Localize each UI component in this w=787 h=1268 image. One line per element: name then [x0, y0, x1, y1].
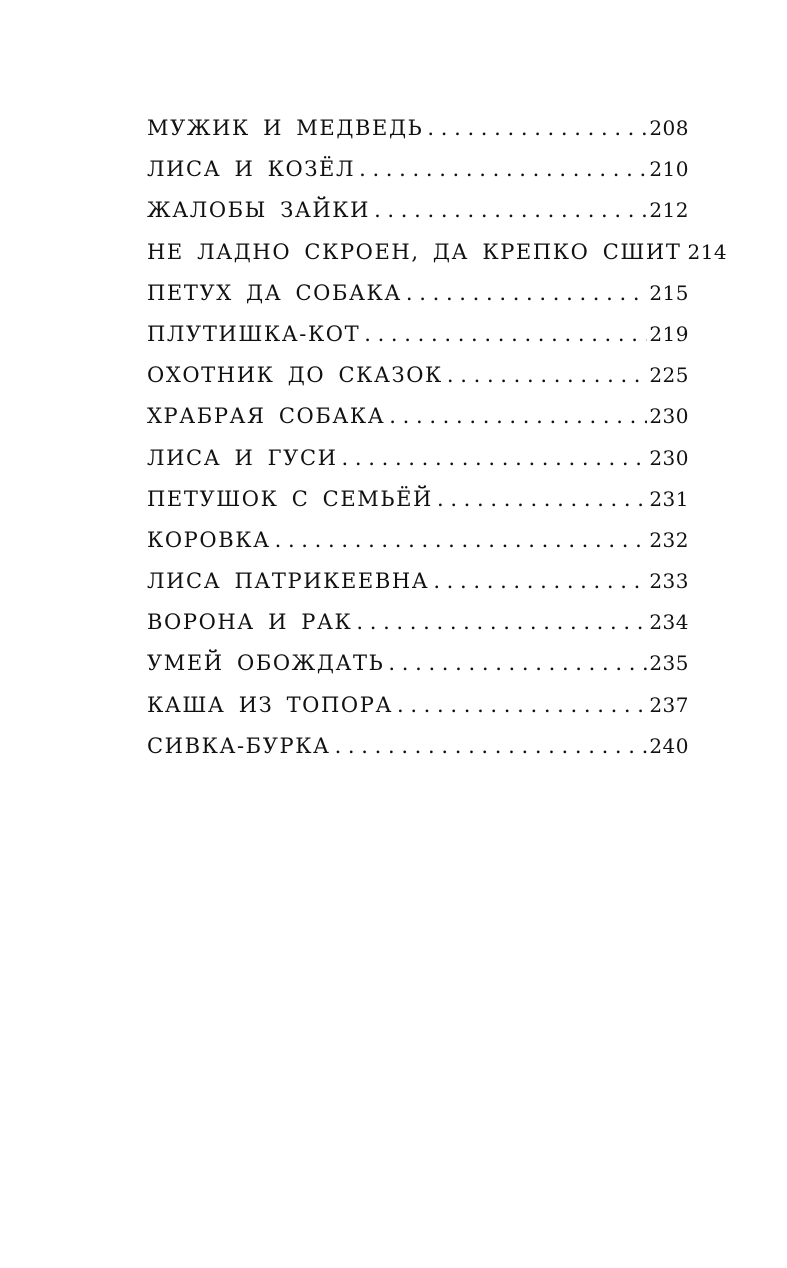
toc-dot-leader — [388, 643, 647, 684]
toc-entry-title: ЛИСА И ГУСИ — [147, 445, 338, 470]
toc-entry-page: 230 — [649, 445, 689, 470]
toc-dot-leader — [427, 108, 647, 149]
toc-entry-title: ПЛУТИШКА-КОТ — [147, 321, 361, 346]
toc-dot-leader — [437, 479, 647, 520]
toc-entry — [147, 520, 689, 561]
toc-entry-page: 234 — [649, 610, 689, 635]
toc-entry-title: СИВКА-БУРКА — [147, 733, 331, 758]
toc-entry-title: ЛИСА ПАТРИКЕЕВНА — [147, 569, 430, 594]
toc-entry-title: УМЕЙ ОБОЖДАТЬ — [147, 651, 385, 676]
toc-entry — [147, 232, 728, 273]
toc-dot-leader — [356, 602, 647, 643]
toc-entry-page: 232 — [649, 527, 689, 552]
toc-entry-page: 208 — [649, 116, 689, 140]
toc-entry-page: 225 — [649, 363, 689, 388]
toc-entry — [147, 685, 689, 726]
toc-entry — [147, 396, 689, 437]
toc-entry-page: 212 — [649, 198, 689, 223]
toc-entry — [147, 149, 689, 190]
toc-entry-title: КОРОВКА — [147, 527, 271, 552]
toc-entry — [147, 355, 689, 396]
toc-dot-leader — [335, 726, 648, 767]
toc-entry-title: ЛИСА И КОЗЁЛ — [147, 157, 356, 182]
toc-entry — [147, 479, 689, 520]
toc-entry-title: КАША ИЗ ТОПОРА — [147, 692, 393, 717]
toc-entry — [147, 602, 689, 643]
toc-entry — [147, 643, 689, 684]
toc-entry — [147, 273, 689, 314]
toc-entry-page: 235 — [649, 651, 689, 676]
toc-entry-page: 215 — [649, 280, 689, 305]
toc-entry — [147, 726, 689, 767]
toc-entry-title: НЕ ЛАДНО СКРОЕН, ДА КРЕПКО СШИТ — [147, 239, 682, 264]
toc-entry — [147, 190, 689, 231]
toc-entry — [147, 438, 689, 479]
toc-entry — [147, 561, 689, 602]
toc-dot-leader — [433, 561, 647, 602]
toc-entry-title: ЖАЛОБЫ ЗАЙКИ — [147, 198, 371, 223]
toc-entry-page: 219 — [649, 321, 689, 346]
toc-entry-page: 231 — [649, 486, 689, 511]
toc-dot-leader — [275, 520, 648, 561]
toc-entry-page: 233 — [649, 569, 689, 594]
toc-entry-page: 214 — [687, 239, 728, 264]
toc-dot-leader — [364, 314, 647, 355]
toc-entry-title: ОХОТНИК ДО СКАЗОК — [147, 363, 443, 388]
toc-entry-page: 237 — [649, 692, 689, 717]
toc-entry — [147, 314, 689, 355]
toc-dot-leader — [389, 396, 647, 437]
toc-entry-page: 240 — [649, 733, 689, 758]
toc-dot-leader — [406, 273, 647, 314]
toc-dot-leader — [374, 190, 647, 231]
toc-entry-title: ПЕТУХ ДА СОБАКА — [147, 280, 402, 305]
toc-dot-leader — [397, 685, 647, 726]
toc-entry-page: 210 — [649, 157, 689, 182]
toc-entry-title: ПЕТУШОК С СЕМЬЁЙ — [147, 486, 433, 511]
toc-dot-leader — [342, 438, 648, 479]
toc-entry-title: ХРАБРАЯ СОБАКА — [147, 404, 386, 429]
toc-dot-leader — [359, 149, 647, 190]
toc-entry — [147, 108, 689, 149]
toc-entry-page: 230 — [649, 404, 689, 429]
toc-dot-leader — [447, 355, 647, 396]
table-of-contents — [147, 108, 728, 767]
toc-entry-title: МУЖИК И МЕДВЕДЬ — [147, 116, 424, 140]
toc-entry-title: ВОРОНА И РАК — [147, 610, 353, 635]
